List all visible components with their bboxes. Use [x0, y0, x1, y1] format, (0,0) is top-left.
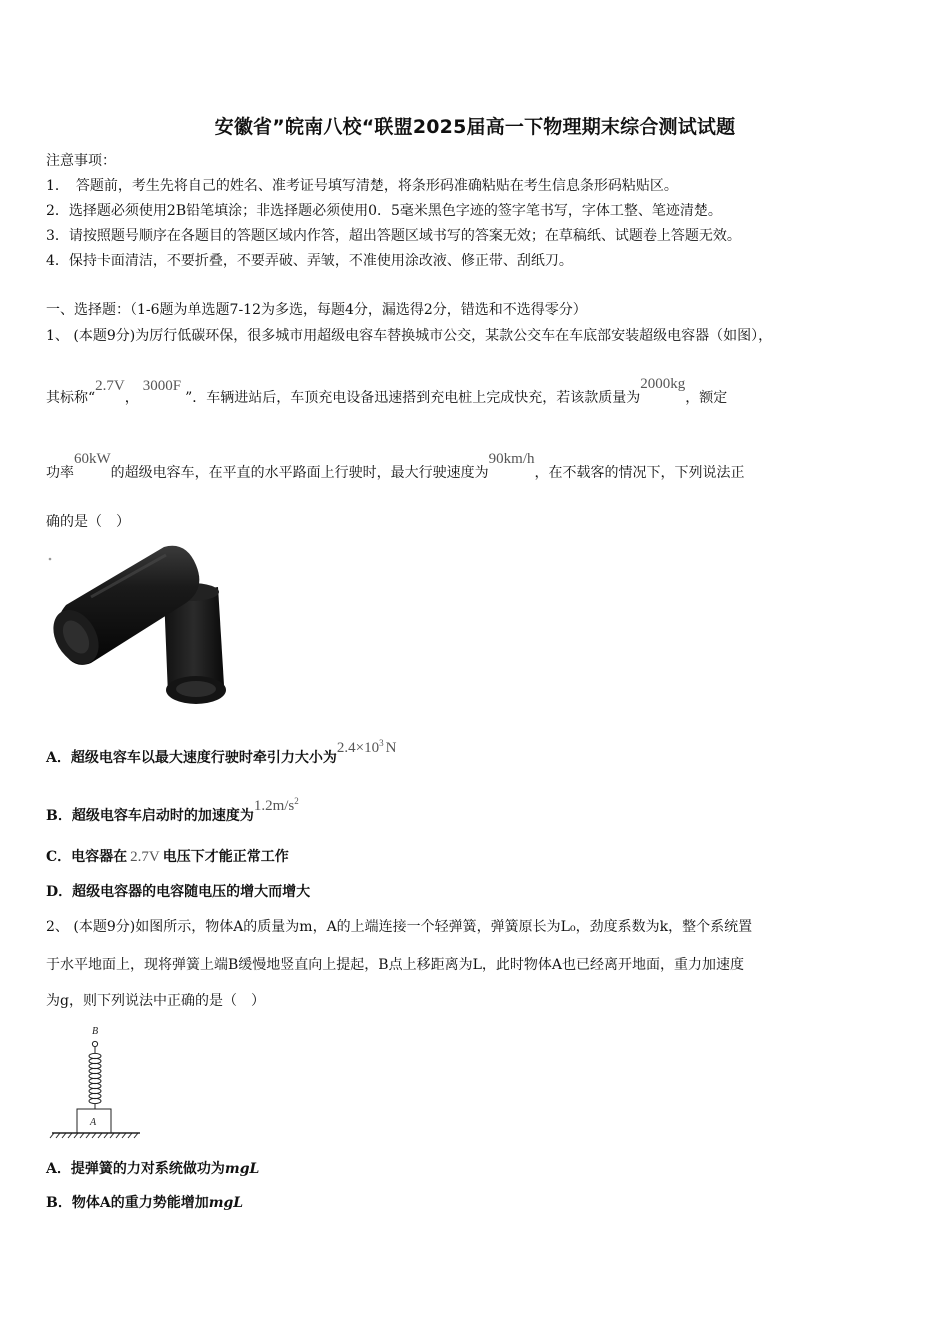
q1-option-b[interactable]: B．超级电容车启动时的加速度为$1.2m/s^2$: [46, 796, 299, 824]
q1-stem-line-2: 其标称“2.7V，3000F”．车辆进站后，车顶充电设备迅速搭到充电桩上完成快充，若该款质量为2000kg，额定: [46, 376, 728, 406]
spring-diagram: [48, 1022, 143, 1144]
point-b: [92, 1041, 97, 1046]
q1-stem-line-4: 确的是（ ）: [46, 514, 130, 530]
math-force: $2.4\times 10^3$ N: [336, 738, 397, 756]
q1-stem-line-1: 1、 (本题9分)为厉行低碳环保，很多城市用超级电容车替换城市公交，某款公交车在车底部安装超级电容器（如图），: [46, 328, 773, 344]
math-acceleration: $1.2m/s^2$: [253, 796, 299, 814]
q2-stem-line-1: 2、 (本题9分)如图所示，物体A的质量为m，A的上端连接一个轻弹簧，弹簧原长为L₀，劲度系数为k，整个系统置: [46, 919, 753, 935]
notice-item-2: 2．选择题必须使用2B铅笔填涂；非选择题必须使用0．5毫米黑色字迹的签字笔书写，字体工整、笔迹清楚。: [46, 203, 722, 219]
q2-option-a[interactable]: A．提弹簧的力对系统做功为mgL: [46, 1161, 260, 1177]
notice-heading: 注意事项：: [46, 153, 116, 169]
q1-option-a[interactable]: A．超级电容车以最大速度行驶时牵引力大小为$2.4\times 10^3$ N: [46, 738, 397, 766]
section-heading: 一、选择题：（1-6题为单选题7-12为多选，每题4分，漏选得2分，错选和不选得零分）: [46, 302, 587, 318]
q1-option-c[interactable]: C．电容器在 2.7V 电压下才能正常工作: [46, 849, 289, 865]
notice-item-1: 1． 答题前，考生先将自己的姓名、准考证号填写清楚，将条形码准确粘贴在考生信息条形码粘贴区。: [46, 178, 678, 194]
math-power: 60kW: [74, 451, 111, 467]
q2-stem-line-2: 于水平地面上，现将弹簧上端B缓慢地竖直向上提起，B点上移距离为L，此时物体A也已经离开地面，重力加速度: [46, 957, 744, 973]
capacitor-photo: [46, 545, 236, 710]
math-voltage-c: 2.7V: [130, 849, 160, 865]
label-b: B: [92, 1026, 99, 1037]
label-a: A: [90, 1117, 97, 1128]
q1-stem-line-3: 功率60kW的超级电容车，在平直的水平路面上行驶时，最大行驶速度为90km/h，在不载客的情况下，下列说法正: [46, 451, 745, 481]
notice-item-4: 4．保持卡面清洁，不要折叠，不要弄破、弄皱，不准使用涂改液、修正带、刮纸刀。: [46, 253, 573, 269]
math-voltage: 2.7V: [95, 378, 125, 394]
math-speed: 90km/h: [488, 451, 535, 467]
page-title: 安徽省”皖南八校“联盟2025届高一下物理期末综合测试试题: [214, 116, 736, 138]
spring-icon: [89, 1047, 101, 1109]
math-work: mgL: [224, 1161, 260, 1177]
notice-item-3: 3．请按照题号顺序在各题目的答题区域内作答，超出答题区域书写的答案无效；在草稿纸、试题卷上答题无效。: [46, 228, 741, 244]
ground-icon: [50, 1133, 140, 1138]
q2-stem-line-3: 为g，则下列说法中正确的是（ ）: [46, 993, 265, 1009]
q2-option-b[interactable]: B．物体A的重力势能增加mgL: [46, 1195, 244, 1211]
math-energy: mgL: [208, 1195, 244, 1211]
q1-option-d[interactable]: D．超级电容器的电容随电压的增大而增大: [46, 884, 311, 900]
math-capacitance: 3000F: [142, 378, 182, 394]
math-mass: 2000kg: [640, 376, 686, 392]
